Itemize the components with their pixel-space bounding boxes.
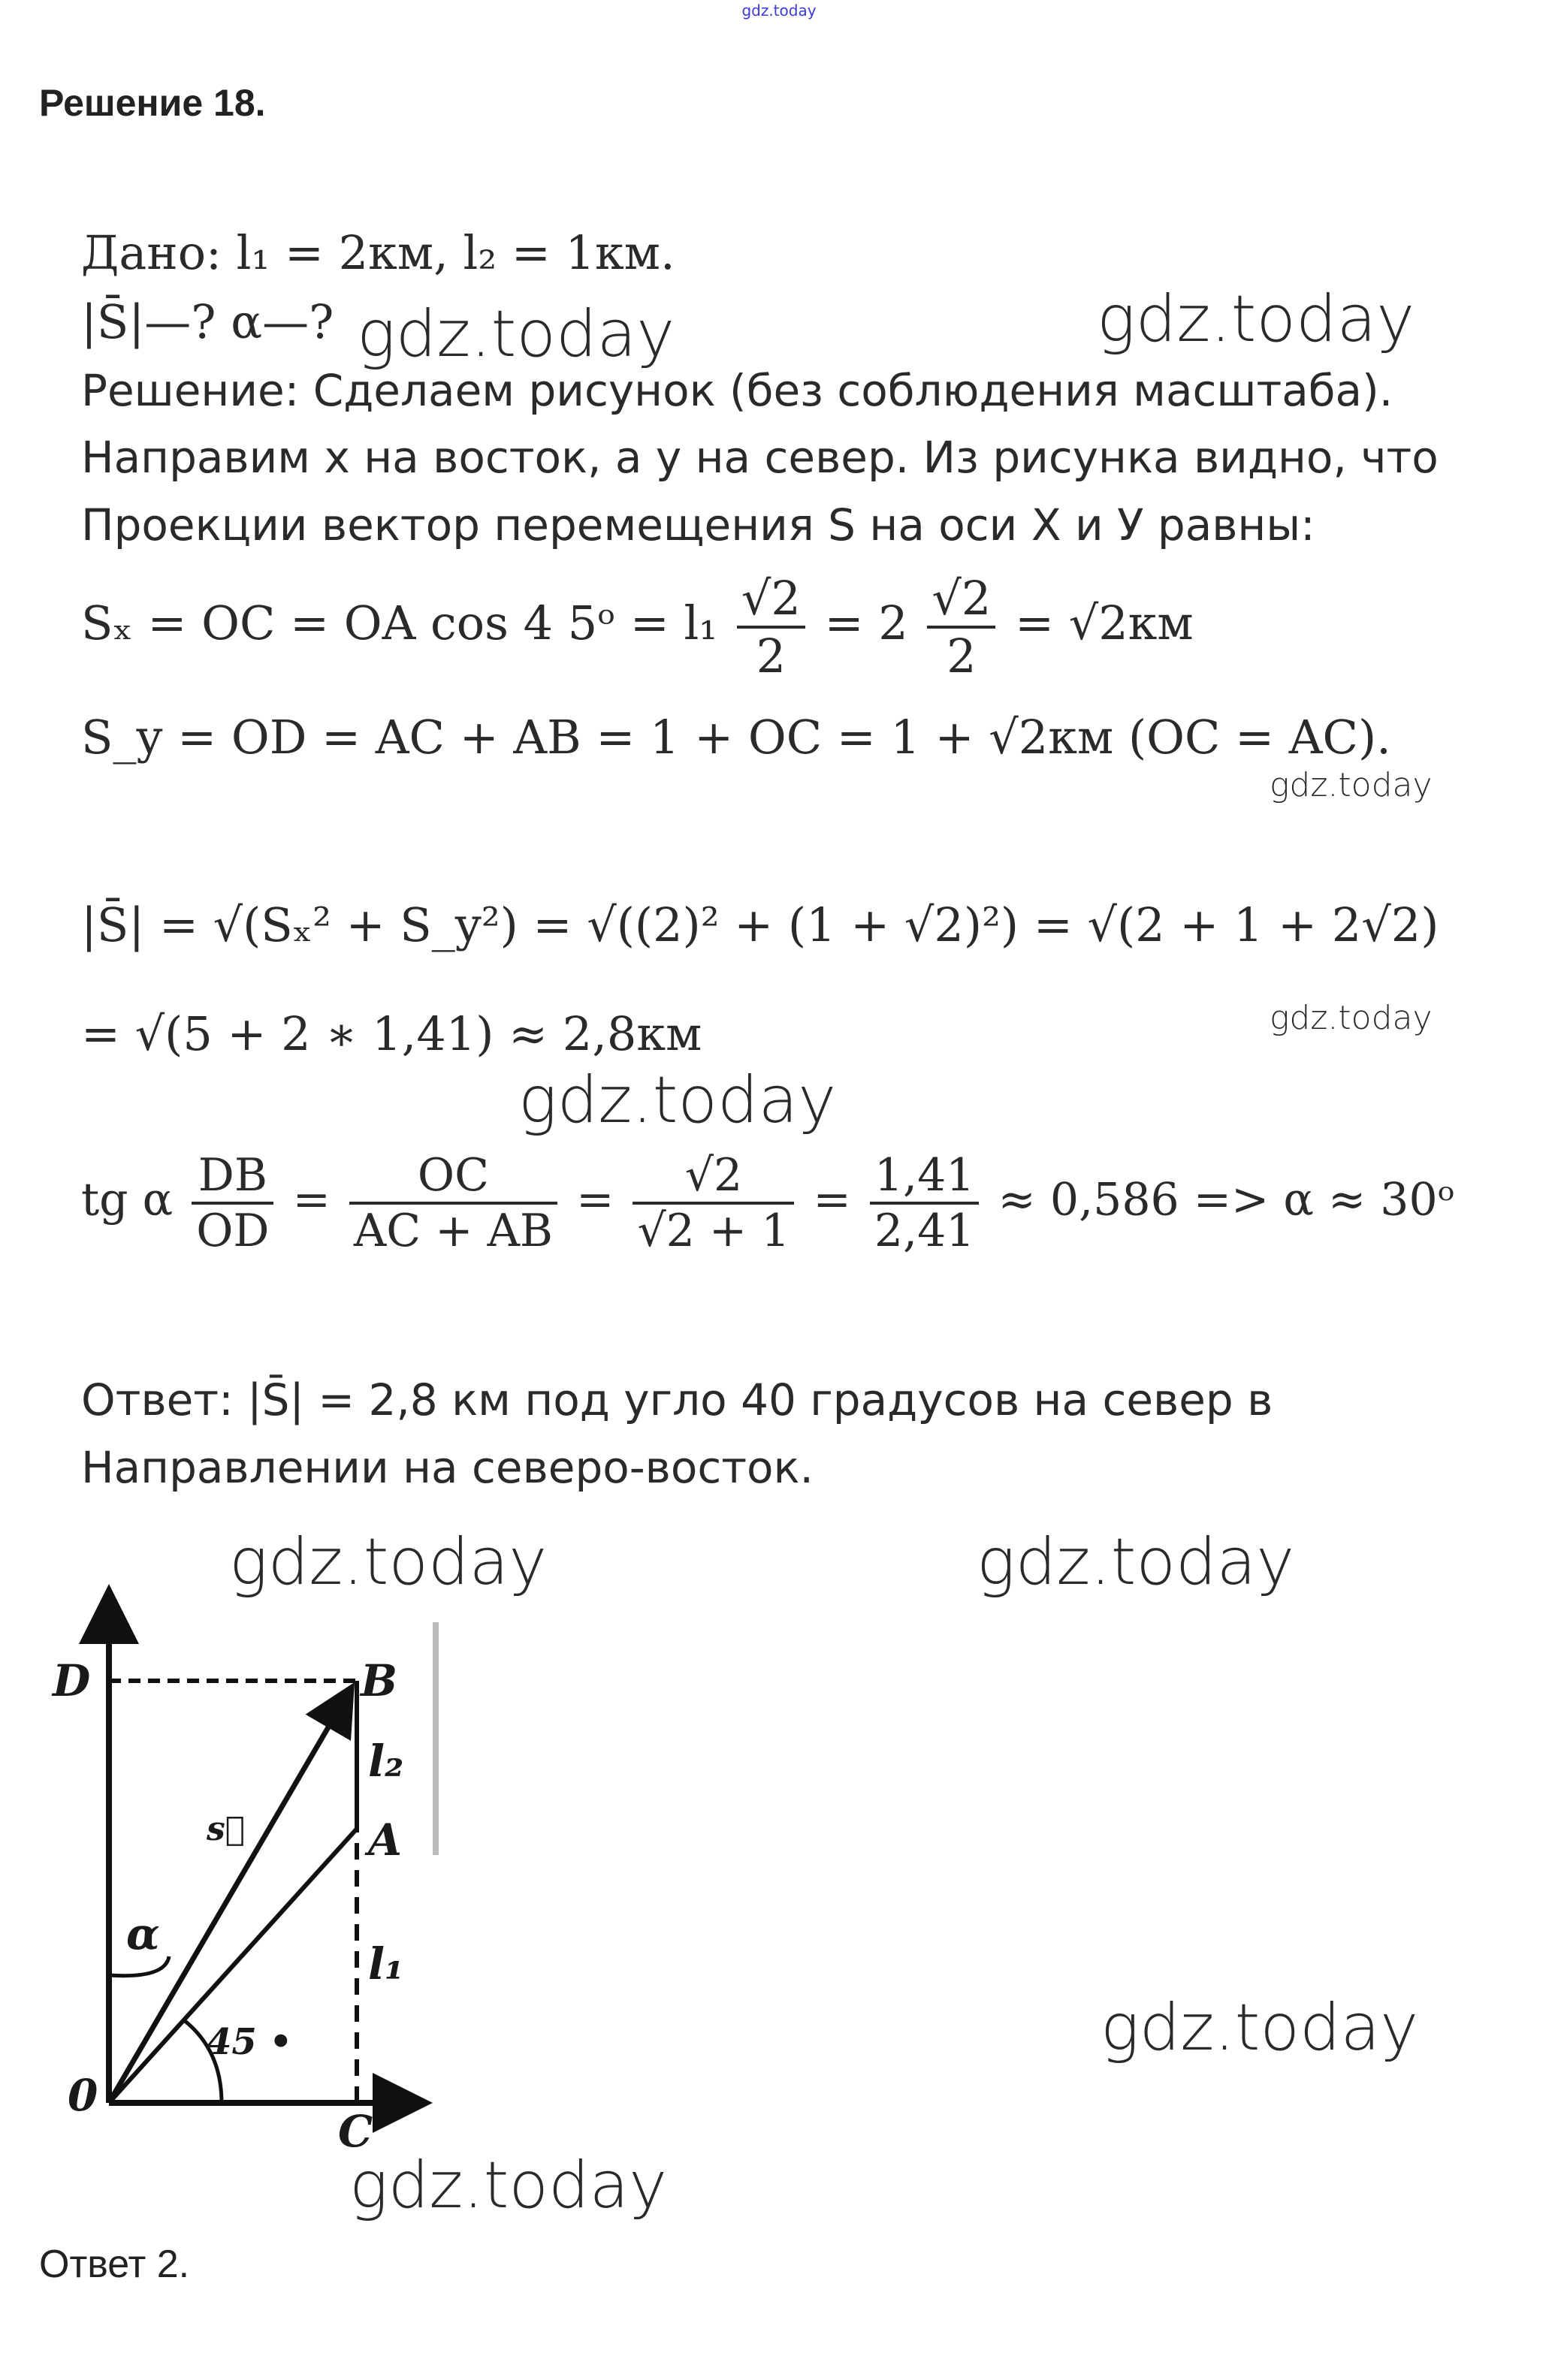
tg-f2-den: AC + AB bbox=[353, 1205, 553, 1257]
label-b: B bbox=[361, 1655, 398, 1706]
solution-line-1: Решение: Сделаем рисунок (без соблюдения масштаба). bbox=[81, 365, 1393, 416]
tg-eq-1: = bbox=[292, 1173, 331, 1226]
watermark: gdz.today bbox=[349, 2148, 668, 2223]
sx-mid: = 2 bbox=[824, 596, 908, 651]
tg-f1-num: DB bbox=[192, 1149, 273, 1205]
tg-formula bbox=[81, 1149, 1455, 1257]
s-modulus-line-2: = √(5 + 2 ∗ 1,41) ≈ 2,8км bbox=[81, 1006, 702, 1061]
watermark: gdz.today bbox=[357, 297, 675, 372]
watermark: gdz.today bbox=[1270, 999, 1433, 1037]
label-45: 45 • bbox=[207, 2021, 293, 2063]
watermark: gdz.today bbox=[229, 1525, 548, 1600]
answer-line-1: Ответ: |S̄| = 2,8 км под угло 40 градусов на север в bbox=[81, 1374, 1273, 1425]
sx-frac2-num: √2 bbox=[927, 571, 995, 629]
label-l2: l₂ bbox=[368, 1736, 404, 1787]
label-c: C bbox=[338, 2106, 373, 2157]
watermark: gdz.today bbox=[1270, 766, 1433, 804]
label-s: s⃗ bbox=[207, 1810, 246, 1848]
sx-fraction-2 bbox=[927, 571, 995, 683]
vector-diagram bbox=[38, 1570, 458, 2170]
tg-result: ≈ 0,586 => α ≈ 30ᵒ bbox=[998, 1173, 1455, 1226]
sx-formula bbox=[81, 571, 1194, 683]
watermark: gdz.today bbox=[1097, 282, 1415, 357]
label-alpha: α bbox=[126, 1908, 160, 1959]
sx-fraction-1 bbox=[737, 571, 805, 683]
unknown-line: |S̄|—? α—? bbox=[81, 294, 334, 349]
tg-fraction-1 bbox=[192, 1149, 273, 1257]
final-answer: Ответ 2. bbox=[39, 2243, 190, 2286]
sx-left: Sₓ = OC = OA cos 4 5ᵒ = l₁ bbox=[81, 596, 718, 651]
watermark: gdz.today bbox=[977, 1525, 1295, 1600]
tg-fraction-2 bbox=[349, 1149, 557, 1257]
tg-eq-2: = bbox=[576, 1173, 614, 1226]
sx-frac2-den: 2 bbox=[947, 629, 977, 683]
sx-frac1-num: √2 bbox=[737, 571, 805, 629]
tg-f4-num: 1,41 bbox=[870, 1149, 980, 1205]
tg-eq-3: = bbox=[813, 1173, 851, 1226]
s-modulus-line-1: |S̄| = √(Sₓ² + S_y²) = √((2)² + (1 + √2)²) = √(2 + 1 + 2√2) bbox=[81, 897, 1439, 952]
watermark: gdz.today bbox=[518, 1063, 837, 1138]
watermark: gdz.today bbox=[1101, 1990, 1419, 2065]
label-d: D bbox=[53, 1655, 91, 1706]
top-watermark: gdz.today bbox=[741, 2, 817, 20]
tg-fraction-3 bbox=[633, 1149, 794, 1257]
tg-f3-num: √2 bbox=[633, 1149, 794, 1205]
page-title: Решение 18. bbox=[39, 82, 266, 124]
given-line: Дано: l₁ = 2км, l₂ = 1км. bbox=[81, 225, 675, 280]
tg-f2-num: OC bbox=[349, 1149, 557, 1205]
label-o: 0 bbox=[68, 2070, 98, 2121]
tg-fraction-4 bbox=[870, 1149, 980, 1257]
label-a: A bbox=[368, 1814, 403, 1866]
tg-f3-den: √2 + 1 bbox=[637, 1205, 790, 1257]
tg-f4-den: 2,41 bbox=[874, 1205, 975, 1257]
answer-line-2: Направлении на северо-восток. bbox=[81, 1442, 814, 1493]
tg-prefix: tg α bbox=[81, 1173, 174, 1226]
label-l1: l₁ bbox=[368, 1938, 404, 1989]
solution-line-2: Направим х на восток, а у на север. Из рисунка видно, что bbox=[81, 432, 1439, 483]
solution-line-3: Проекции вектор перемещения S на оси X и У равны: bbox=[81, 499, 1315, 551]
sx-right: = √2км bbox=[1015, 596, 1194, 651]
sx-frac1-den: 2 bbox=[756, 629, 787, 683]
tg-f1-den: OD bbox=[196, 1205, 270, 1257]
sy-formula: S_y = OD = AC + AB = 1 + OC = 1 + √2км (OC = AC). bbox=[81, 710, 1391, 765]
